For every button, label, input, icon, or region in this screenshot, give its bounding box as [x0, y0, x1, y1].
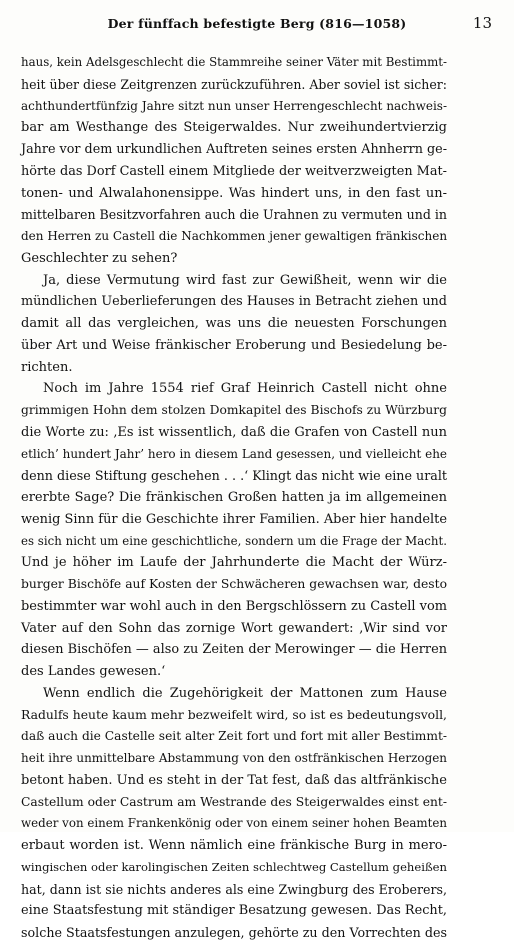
text-line: Noch im Jahre 1554 rief Graf Heinrich Castell nicht ohne [43, 381, 447, 397]
text-line: des Landes gewesen.‘ [21, 664, 166, 679]
running-title: Der fünffach befestigte Berg (816—1058) [107, 16, 407, 31]
text-line: die Worte zu: ‚Es ist wissentlich, daß die Grafen von Castell nun [21, 424, 447, 440]
text-line: den Herren zu Castell die Nachkommen jener gewaltigen fränkischen [21, 229, 448, 243]
text-line: hörte das Dorf Castell einem Mitgliede der weitverzweigten Mat- [21, 163, 447, 179]
text-line: denn diese Stiftung geschehen . . .‘ Klingt das nicht wie eine uralt [21, 468, 447, 484]
text-line: erbaut worden ist. Wenn nämlich eine fränkische Burg in mero- [21, 838, 447, 853]
body-text [21, 52, 447, 944]
text-line: Und je höher im Laufe der Jahrhunderte die Macht der Würz- [21, 555, 447, 571]
text-line: Castellum oder Castrum am Westrande des Steigerwaldes einst ent- [21, 794, 447, 809]
text-line: Radulfs heute kaum mehr bezweifelt wird, so ist es bedeutungsvoll, [21, 707, 447, 722]
text-line: achthundertfünfzig Jahre sitzt nun unser Herrengeschlecht nachweis- [21, 98, 447, 113]
text-line: wingischen oder karolingischen Zeiten schlechtweg Castellum geheißen [21, 859, 447, 874]
text-line: Vater auf den Sohn das zornige Wort gewandert: ‚Wir sind vor [21, 620, 447, 636]
text-line: tonen- und Alwalahonensippe. Was hindert uns, in den fast un- [21, 185, 447, 201]
text-line: eine Staatsfestung mit ständiger Besatzung gewesen. Das Recht, [21, 903, 447, 919]
text-line: grimmigen Hohn dem stolzen Domkapitel des Bischofs zu Würzburg [21, 403, 447, 417]
text-line: bar am Westhange des Steigerwaldes. Nur zweihundertvierzig [21, 120, 447, 136]
text-line: ererbte Sage? Die fränkischen Großen hatten ja im allgemeinen [21, 490, 447, 505]
text-line: weder von einem Frankenkönig oder von einem seiner hohen Beamten [21, 816, 447, 831]
text-line: bestimmter war wohl auch in den Bergschlössern zu Castell vom [21, 598, 447, 614]
text-line: burger Bischöfe auf Kosten der Schwächeren gewachsen war, desto [21, 577, 447, 591]
text-line: betont haben. Und es steht in der Tat fest, daß das altfränkische [21, 772, 447, 788]
text-line: mündlichen Ueberlieferungen des Hauses in Betracht ziehen und [21, 294, 447, 310]
text-line: richten. [21, 359, 73, 375]
text-line: hat, dann ist sie nichts anderes als eine Zwingburg des Eroberers, [21, 881, 447, 897]
text-line: daß auch die Castelle seit alter Zeit fort und fort mit aller Bestimmt- [21, 729, 447, 744]
text-line: Geschlechter zu sehen? [21, 250, 178, 266]
page-number: 13 [472, 14, 492, 32]
text-line: diesen Bischöfen — also zu Zeiten der Merowinger — die Herren [21, 642, 447, 658]
text-line: über Art und Weise fränkischer Eroberung und Besiedelung be- [21, 337, 447, 353]
text-line: mittelbaren Besitzvorfahren auch die Urahnen zu vermuten und in [21, 207, 447, 223]
text-line: heit ihre unmittelbare Abstammung von den ostfränkischen Herzogen [21, 751, 447, 765]
text-line: es sich nicht um eine geschichtliche, sondern um die Frage der Macht. [21, 533, 447, 548]
text-line: haus, kein Adelsgeschlecht die Stammreihe seiner Väter mit Bestimmt- [21, 55, 447, 69]
text-line: damit all das vergleichen, was uns die neuesten Forschungen [21, 316, 447, 331]
text-line: Wenn endlich die Zugehörigkeit der Mattonen zum Hause [43, 685, 447, 701]
text-line: etlich’ hundert Jahr’ hero in diesem Land gesessen, und vielleicht ehe [21, 446, 447, 461]
text-line: wenig Sinn für die Geschichte ihrer Familien. Aber hier handelte [21, 511, 447, 527]
text-line: heit über diese Zeitgrenzen zurückzuführen. Aber soviel ist sicher: [21, 76, 447, 92]
text-line: solche Staatsfestungen anzulegen, gehörte zu den Vorrechten des [21, 925, 447, 940]
running-head [22, 16, 492, 38]
text-line: Ja, diese Vermutung wird fast zur Gewißheit, wenn wir die [43, 272, 447, 288]
text-line: Jahre vor dem urkundlichen Auftreten seines ersten Ahnherrn ge- [21, 142, 447, 157]
